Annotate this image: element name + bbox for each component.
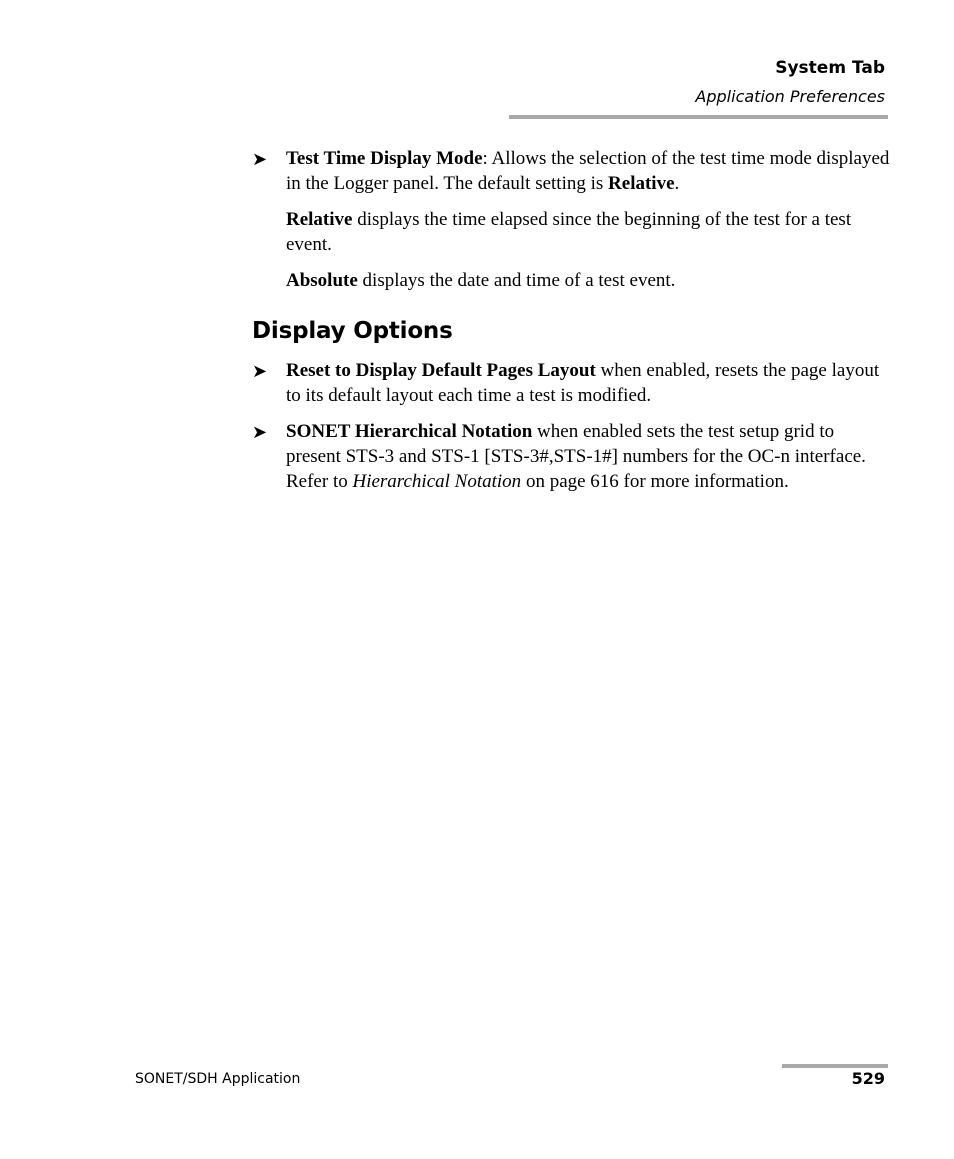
term-test-time-display-mode: Test Time Display Mode — [286, 148, 483, 169]
running-header-subtitle: Application Preferences — [695, 87, 885, 106]
page-number: 529 — [851, 1069, 885, 1088]
list-item-reset-layout — [252, 358, 892, 408]
section-heading: Display Options — [252, 318, 453, 344]
page-body — [252, 146, 892, 505]
paragraph-absolute — [252, 268, 892, 293]
footer-document-title: SONET/SDH Application — [135, 1071, 301, 1087]
bullet-arrow-icon: ➤ — [252, 361, 268, 381]
item-text: when enabled, resets the page layout to its default layout each time a test is modified. — [286, 360, 880, 406]
bullet-arrow-icon: ➤ — [252, 422, 268, 442]
default-value: Relative — [608, 173, 675, 194]
paragraph-text: displays the date and time of a test event. — [357, 270, 676, 291]
list-item-sonet-hierarchical-notation — [252, 419, 892, 494]
item-text: : Allows the selection of the test time mode displayed in the Logger panel. The default setting is — [286, 148, 890, 194]
footer-rule — [782, 1064, 888, 1068]
item-text-end: . — [674, 173, 680, 194]
item-text: when enabled sets the test setup grid to present STS-3 and STS-1 [STS-3#,STS-1#] numbers for the OC-n interface. Refer to — [286, 421, 866, 492]
term-relative: Relative — [286, 209, 353, 230]
paragraph-text: displays the time elapsed since the beginning of the test for a test event. — [286, 209, 852, 255]
item-text-end: on page 616 for more information. — [521, 471, 789, 492]
cross-reference-link[interactable]: Hierarchical Notation — [352, 471, 522, 492]
list-item-test-time-display-mode — [252, 146, 892, 196]
term-sonet-hierarchical-notation: SONET Hierarchical Notation — [286, 421, 533, 442]
header-rule — [509, 115, 888, 119]
term-absolute: Absolute — [286, 270, 358, 291]
bullet-arrow-icon: ➤ — [252, 149, 268, 169]
term-reset-layout: Reset to Display Default Pages Layout — [286, 360, 596, 381]
paragraph-relative — [252, 207, 892, 257]
running-header-title: System Tab — [775, 58, 885, 78]
